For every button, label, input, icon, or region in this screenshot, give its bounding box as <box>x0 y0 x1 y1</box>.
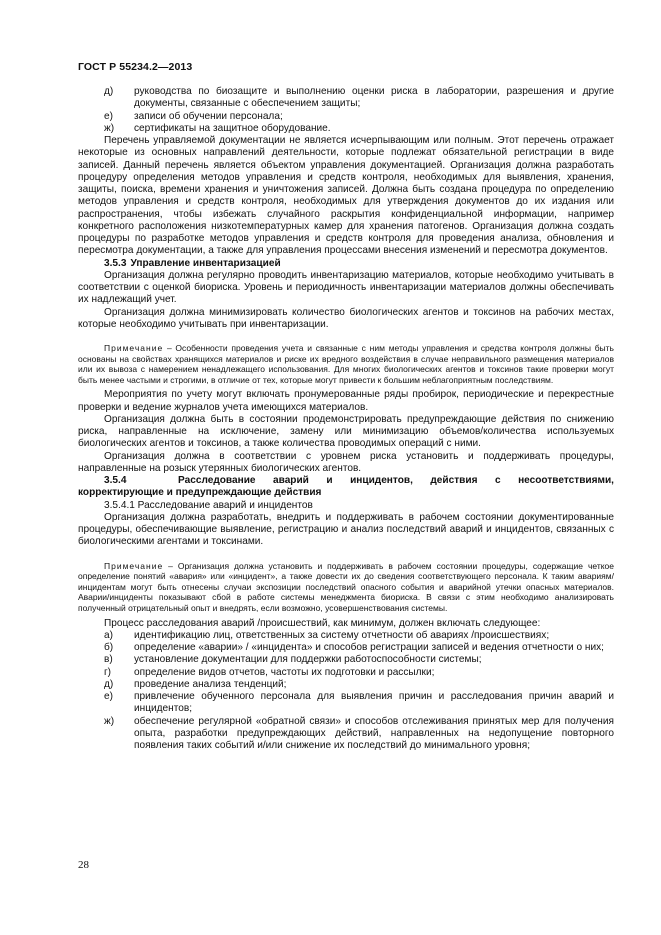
list-marker: е) <box>104 691 113 703</box>
note <box>78 561 614 614</box>
list-item-text: привлечение обученного персонала для выявления причин и расследования причин аварий и инцидентов; <box>134 691 614 715</box>
list-item-text: обеспечение регулярной «обратной связи» и способов отслеживания принятых мер для получения опыта, разработки предупреждающих действий, направленных на недопущение повторного появления таких событий и/или снижение их последствий до минимального уровня; <box>134 715 614 752</box>
note-text: – Организация должна установить и поддерживать в рабочем состоянии процедуры, содержащие четкое определение понятий «авария» или «инцидент», а также довести их до сведения соответствующего персонала. К таким авариям/инцидентам могут быть отнесены случаи экспозиции последствий опасного события и аварийной утечки опасных материалов. Аварии/инциденты показывают сбой в работе системы менеджмента биориска. В связи с этим необходимо анализировать полученный отрицательный опыт и внедрять, если возможно, усовершенствования системы. <box>78 560 614 613</box>
section-title: Управление инвентаризацией <box>130 257 281 269</box>
list-item <box>78 123 614 135</box>
paragraph: Организация должна разработать, внедрить и поддерживать в рабочем состоянии документированные процедуры, обеспечивающие выявление, регистрацию и анализ последствий аварий и инцидентов, связанных с биологическими агентами и токсинами. <box>78 511 614 548</box>
note <box>78 343 614 385</box>
list-marker: е) <box>104 110 113 122</box>
paragraph: Мероприятия по учету могут включать пронумерованные ряды пробирок, периодические и перекрестные проверки и ведение журналов учета имеющихся материалов. <box>78 389 614 413</box>
list-marker: б) <box>104 642 114 654</box>
note-label: Примечание <box>104 343 164 353</box>
paragraph: Организация должна регулярно проводить инвентаризацию материалов, которые необходимо учитывать в соответствии с оценкой биориска. Уровень и периодичность инвентаризации материалов должны обеспечивать их надлежащий учет. <box>78 269 614 306</box>
list-marker: а) <box>104 629 113 641</box>
list-item-text: идентификацию лиц, ответственных за систему отчетности об авариях /происшествиях; <box>134 629 550 641</box>
section-heading <box>78 475 614 500</box>
document-body <box>78 86 614 752</box>
list-item-text: руководства по биозащите и выполнению оценки риска в лаборатории, разрешения и другие документы, связанные с обеспечением защиты; <box>134 86 614 110</box>
list-item <box>78 679 614 691</box>
page-number: 28 <box>78 859 89 871</box>
section-number: 3.5.3 <box>104 257 127 269</box>
list-marker: ж) <box>104 715 115 727</box>
list-item <box>78 86 614 111</box>
list-marker: д) <box>104 86 114 97</box>
list-item <box>78 642 614 654</box>
list-item <box>78 667 614 679</box>
section-heading <box>78 258 614 270</box>
list-item <box>78 630 614 642</box>
list-item <box>78 111 614 123</box>
section-number: 3.5.4 <box>104 475 127 487</box>
list-marker: г) <box>104 666 112 678</box>
list-item-text: определение видов отчетов, частоты их подготовки и рассылки; <box>134 666 435 678</box>
list-item-text: определение «аварии» / «инцидента» и способов регистрации записей и ведения отчетности о них; <box>134 642 604 654</box>
note-text: – Особенности проведения учета и связанные с ним методы управления и средства контроля должны быть основаны на свойствах хранящихся материалов и риске их вредного воздействия в случае неправильного размещения материалов или их вывоза с намерением ненадлежащего использования. Для многих биологических агентов и токсинов такие проверки могут быть менее частыми и строгими, в отличие от тех, которые могут привести к большим неблагоприятным последствиям. <box>78 343 614 385</box>
paragraph: Процесс расследования аварий /происшествий, как минимум, должен включать следующее: <box>104 617 541 629</box>
list-item-text: записи об обучении персонала; <box>134 110 283 122</box>
document-header: ГОСТ Р 55234.2—2013 <box>78 61 193 73</box>
list-item-text: установление документации для поддержки работоспособности системы; <box>134 654 482 666</box>
list-item-text: сертификаты на защитное оборудование. <box>134 122 331 134</box>
paragraph: Организация должна минимизировать количество биологических агентов и токсинов на рабочих местах, которые необходимо учитывать при инвентаризации. <box>78 306 614 330</box>
section-title: Расследование аварий и инцидентов, действия с несоответствиями, корректирующие и предупреждающие действия <box>78 475 614 499</box>
list-marker: в) <box>104 654 113 666</box>
list-item <box>78 691 614 716</box>
subsection-heading: 3.5.4.1 Расследование аварий и инцидентов <box>104 499 313 511</box>
note-label: Примечание <box>104 560 164 571</box>
list-marker: ж) <box>104 122 115 134</box>
list-item-text: проведение анализа тенденций; <box>134 678 287 690</box>
paragraph: Перечень управляемой документации не является исчерпывающим или полным. Этот перечень отражает некоторые из основных направлений деятельности, которые подлежат обязательной регистрации в виде записей. Данный перечень является объектом управления документацией. Организация должна разработать процедуру определения методов управления и средств контроля, необходимых для выявления, хранения, защиты, поиска, времени хранения и уничтожения записей. Должна быть создана процедура по определению методов управления и средств контроля, необходимых для утверждения документов до их издания или распространения, чтобы избежать случайного раскрытия конфиденциальной информации, например конкретного расположения низкотемпературных камер для хранения патогенов. Организация должна создать процедуры по разработке методов управления и средств контроля для проведения анализа, обновления и пересмотра документации, а также для управления процессами внесения изменений и пересмотра документов. <box>78 135 614 257</box>
list-item <box>78 716 614 753</box>
paragraph: Организация должна в соответствии с уровнем риска установить и поддерживать процедуры, направленные на розыск утерянных биологических агентов. <box>78 450 614 474</box>
paragraph: Организация должна быть в состоянии продемонстрировать предупреждающие действия по снижению риска, направленные на исключение, замену или минимизацию объемов/количества используемых биологических агентов и токсинов, а также количества проводимых операций с ними. <box>78 413 614 450</box>
list-marker: д) <box>104 678 114 690</box>
list-item <box>78 654 614 666</box>
